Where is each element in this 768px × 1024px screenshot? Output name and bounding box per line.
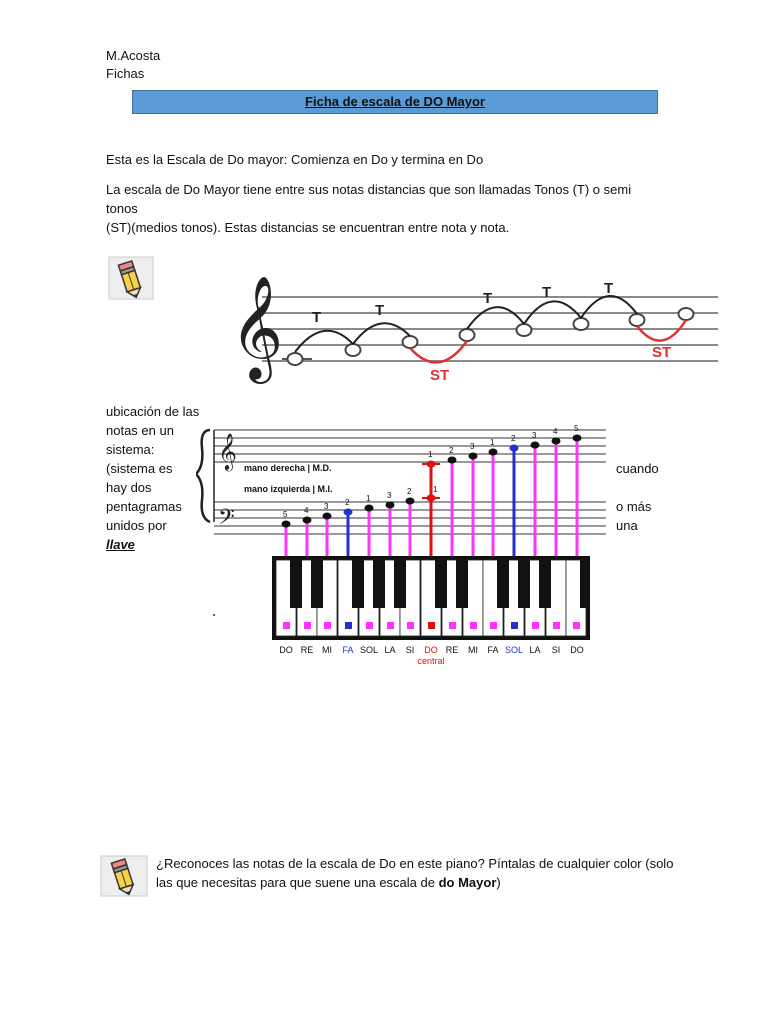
finger-number: 3 xyxy=(387,491,392,500)
finger-number: 2 xyxy=(449,446,454,455)
stray-dot xyxy=(213,614,215,616)
finger-number: 2 xyxy=(407,487,412,496)
finger-number: 3 xyxy=(324,502,329,511)
note-mi xyxy=(403,336,418,348)
keyboard-diagram xyxy=(196,418,616,673)
finger-number: 5 xyxy=(574,424,579,433)
finger-number: 4 xyxy=(553,427,558,436)
finger-number: 2 xyxy=(345,498,350,507)
arc-label-t: T xyxy=(604,280,614,297)
treble-clef-icon: 𝄞 xyxy=(230,275,284,380)
author-name: M.Acosta xyxy=(106,48,161,63)
note-do xyxy=(288,353,303,365)
left-hand-label: mano izquierda | M.I. xyxy=(244,484,333,494)
finger-number: 3 xyxy=(532,431,537,440)
title-banner xyxy=(132,90,658,114)
right-hand-label: mano derecha | M.D. xyxy=(244,463,332,473)
note-name: DO xyxy=(570,645,584,655)
side-right-text: cuando xyxy=(616,461,659,476)
finger-number: 1 xyxy=(433,485,438,494)
side-line: hay dos xyxy=(106,480,152,495)
brace-icon xyxy=(196,430,210,522)
note-name: RE xyxy=(300,645,314,655)
question-line-1: ¿Reconoces las notas de la escala de Do en este piano? Píntalas de cualquier color (solo xyxy=(156,856,674,871)
bass-clef-icon: 𝄢 xyxy=(218,505,235,535)
side-line: sistema: xyxy=(106,442,155,457)
note-fa xyxy=(460,329,475,341)
side-line: (sistema es xyxy=(106,461,173,476)
arc-label-t: T xyxy=(375,302,385,319)
note-la xyxy=(574,318,589,330)
pencil-icon xyxy=(108,256,154,300)
note-name: DO xyxy=(279,645,293,655)
note-name: LA xyxy=(529,645,541,655)
explanation-paragraph xyxy=(106,180,666,237)
arc-label-t: T xyxy=(483,290,493,307)
question-bold: do Mayor xyxy=(438,875,497,890)
note-name: SOL xyxy=(359,645,379,655)
explanation-line-2: (ST)(medios tonos). Estas distancias se encuentran entre nota y nota. xyxy=(106,220,510,235)
note-name: SI xyxy=(551,645,561,655)
arc-label-st: ST xyxy=(430,367,450,384)
finger-number: 2 xyxy=(511,434,516,443)
finger-number: 4 xyxy=(304,506,309,515)
note-name: FA xyxy=(342,645,354,655)
note-name: DO xyxy=(424,645,438,655)
note-do-high xyxy=(679,308,694,320)
document-subject: Fichas xyxy=(106,66,145,81)
side-line: notas en un xyxy=(106,423,174,438)
arc-label-t: T xyxy=(542,284,552,301)
page-title: Ficha de escala de DO Mayor xyxy=(305,94,485,109)
side-line: unidos por xyxy=(106,518,167,533)
note-name: SI xyxy=(405,645,415,655)
note-name: LA xyxy=(384,645,396,655)
finger-number: 1 xyxy=(366,494,371,503)
finger-number: 5 xyxy=(283,510,288,519)
side-right-text: una xyxy=(616,518,638,533)
arc-label-st: ST xyxy=(652,344,672,361)
note-name: FA xyxy=(487,645,499,655)
finger-number: 3 xyxy=(470,442,475,451)
note-name: RE xyxy=(445,645,459,655)
finger-number: 1 xyxy=(490,438,495,447)
piano-keyboard xyxy=(272,556,590,640)
note-sol xyxy=(517,324,532,336)
note-si xyxy=(630,314,645,326)
note-name: MI xyxy=(468,645,478,655)
pencil-icon xyxy=(100,855,148,897)
intro-text: Esta es la Escala de Do mayor: Comienza en Do y termina en Do xyxy=(106,152,484,167)
finger-number: 1 xyxy=(428,450,433,459)
question-text xyxy=(156,854,676,892)
scale-diagram xyxy=(220,262,720,391)
treble-clef-icon: 𝄞 xyxy=(218,432,237,470)
note-name: SOL xyxy=(504,645,524,655)
question-end: ) xyxy=(496,875,501,890)
side-line: ubicación de las xyxy=(106,404,200,419)
note-name: MI xyxy=(322,645,332,655)
arc-label-t: T xyxy=(312,309,322,326)
side-right-text: o más xyxy=(616,499,652,514)
explanation-line-1: La escala de Do Mayor tiene entre sus notas distancias que son llamadas Tonos (T) o semi tonos xyxy=(106,182,632,216)
note-re xyxy=(346,344,361,356)
question-line-2 xyxy=(156,873,676,892)
central-label: central xyxy=(417,656,445,666)
side-line: pentagramas xyxy=(106,499,182,514)
llave-word: llave xyxy=(106,537,135,552)
question-line-2-text: las que necesitas para que suene una escala de xyxy=(156,875,439,890)
